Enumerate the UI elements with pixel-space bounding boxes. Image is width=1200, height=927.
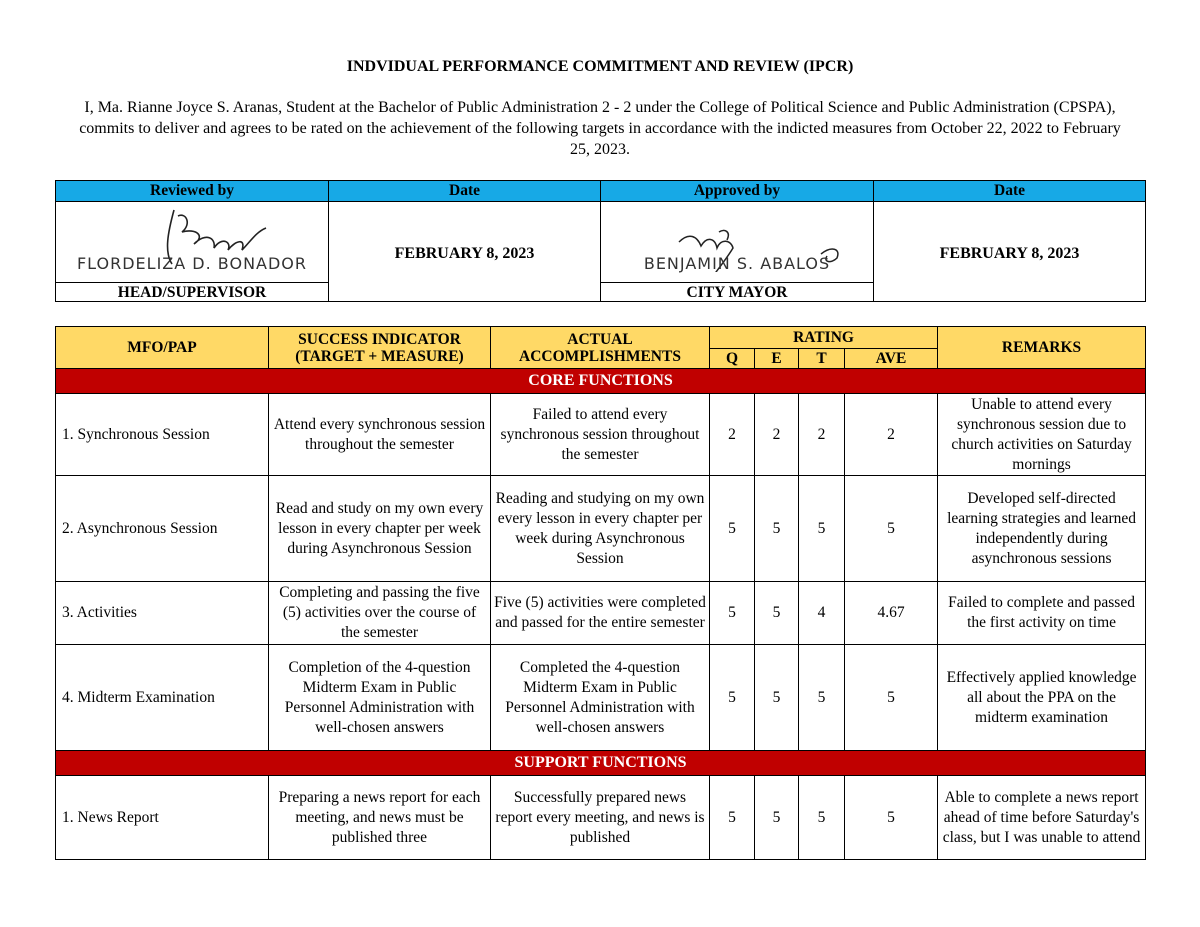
review-approval-table [55,180,1146,302]
ave-cell: 5 [845,476,938,582]
e-cell: 5 [755,582,799,645]
ave-cell: 5 [845,645,938,751]
e-cell: 5 [755,776,799,860]
approver-signature-cell [601,202,874,283]
mfo-cell: 4. Midterm Examination [56,645,269,751]
remarks-cell: Effectively applied knowledge all about the PPA on the midterm examination [938,645,1146,751]
table-row [56,476,1146,582]
q-cell: 5 [710,776,755,860]
approver-role: CITY MAYOR [601,283,874,302]
mfo-cell: 1. News Report [56,776,269,860]
rating-q-header: Q [710,349,755,369]
mfo-cell: 3. Activities [56,582,269,645]
approve-date: FEBRUARY 8, 2023 [874,202,1146,302]
t-cell: 2 [799,394,845,476]
e-cell: 2 [755,394,799,476]
t-cell: 5 [799,776,845,860]
remarks-cell: Developed self-directed learning strategies and learned independently during asynchronous sessions [938,476,1146,582]
q-cell: 5 [710,582,755,645]
remarks-cell: Unable to attend every synchronous session due to church activities on Saturday mornings [938,394,1146,476]
actual-cell: Reading and studying on my own every lesson in every chapter per week during Asynchronous Session [491,476,710,582]
rating-ave-header: AVE [845,349,938,369]
mfo-cell: 2. Asynchronous Session [56,476,269,582]
success-indicator-header: SUCCESS INDICATOR (TARGET + MEASURE) [269,327,491,369]
q-cell: 5 [710,645,755,751]
rating-t-header: T [799,349,845,369]
table-row [56,645,1146,751]
review-date: FEBRUARY 8, 2023 [329,202,601,302]
success-cell: Completion of the 4-question Midterm Exam in Public Personnel Administration with well-chosen answers [269,645,491,751]
core-functions-label: CORE FUNCTIONS [56,369,1146,394]
reviewer-role: HEAD/SUPERVISOR [56,283,329,302]
t-cell: 5 [799,645,845,751]
approver-name: BENJAMIN S. ABALOS [643,254,831,273]
actual-cell: Successfully prepared news report every meeting, and news is published [491,776,710,860]
ave-cell: 2 [845,394,938,476]
table-row [56,582,1146,645]
e-cell: 5 [755,645,799,751]
success-cell: Attend every synchronous session throughout the semester [269,394,491,476]
t-cell: 4 [799,582,845,645]
rating-header: RATING [710,327,938,349]
approve-date-header: Date [874,181,1146,202]
actual-cell: Completed the 4-question Midterm Exam in Public Personnel Administration with well-chosen answers [491,645,710,751]
table-row [56,394,1146,476]
reviewer-signature-cell [56,202,329,283]
ave-cell: 5 [845,776,938,860]
reviewed-by-header: Reviewed by [56,181,329,202]
actual-cell: Failed to attend every synchronous session throughout the semester [491,394,710,476]
success-cell: Completing and passing the five (5) activities over the course of the semester [269,582,491,645]
table-row [56,776,1146,860]
e-cell: 5 [755,476,799,582]
ave-cell: 4.67 [845,582,938,645]
remarks-cell: Failed to complete and passed the first activity on time [938,582,1146,645]
t-cell: 5 [799,476,845,582]
success-cell: Read and study on my own every lesson in every chapter per week during Asynchronous Session [269,476,491,582]
remarks-header: REMARKS [938,327,1146,369]
mfo-cell: 1. Synchronous Session [56,394,269,476]
rating-e-header: E [755,349,799,369]
q-cell: 5 [710,476,755,582]
actual-accomplishments-header: ACTUAL ACCOMPLISHMENTS [491,327,710,369]
remarks-cell: Able to complete a news report ahead of time before Saturday's class, but I was unable to attend [938,776,1146,860]
document-title: INDVIDUAL PERFORMANCE COMMITMENT AND REVIEW (IPCR) [346,58,854,75]
review-date-header: Date [329,181,601,202]
support-functions-label: SUPPORT FUNCTIONS [56,751,1146,776]
ipcr-table [55,326,1146,860]
approved-by-header: Approved by [601,181,874,202]
intro-paragraph: I, Ma. Rianne Joyce S. Aranas, Student at the Bachelor of Public Administration 2 - 2 under the College of Political Science and Public Administration (CPSPA), commits to deliver and agrees to be rated on the achievement of the following targets in accordance with the indicted measures from October 22, 2022 to February 25, 2023. [79,99,1121,158]
reviewer-name: FLORDELIZA D. BONADOR [76,254,308,273]
success-cell: Preparing a news report for each meeting, and news must be published three [269,776,491,860]
mfo-header: MFO/PAP [56,327,269,369]
actual-cell: Five (5) activities were completed and passed for the entire semester [491,582,710,645]
q-cell: 2 [710,394,755,476]
